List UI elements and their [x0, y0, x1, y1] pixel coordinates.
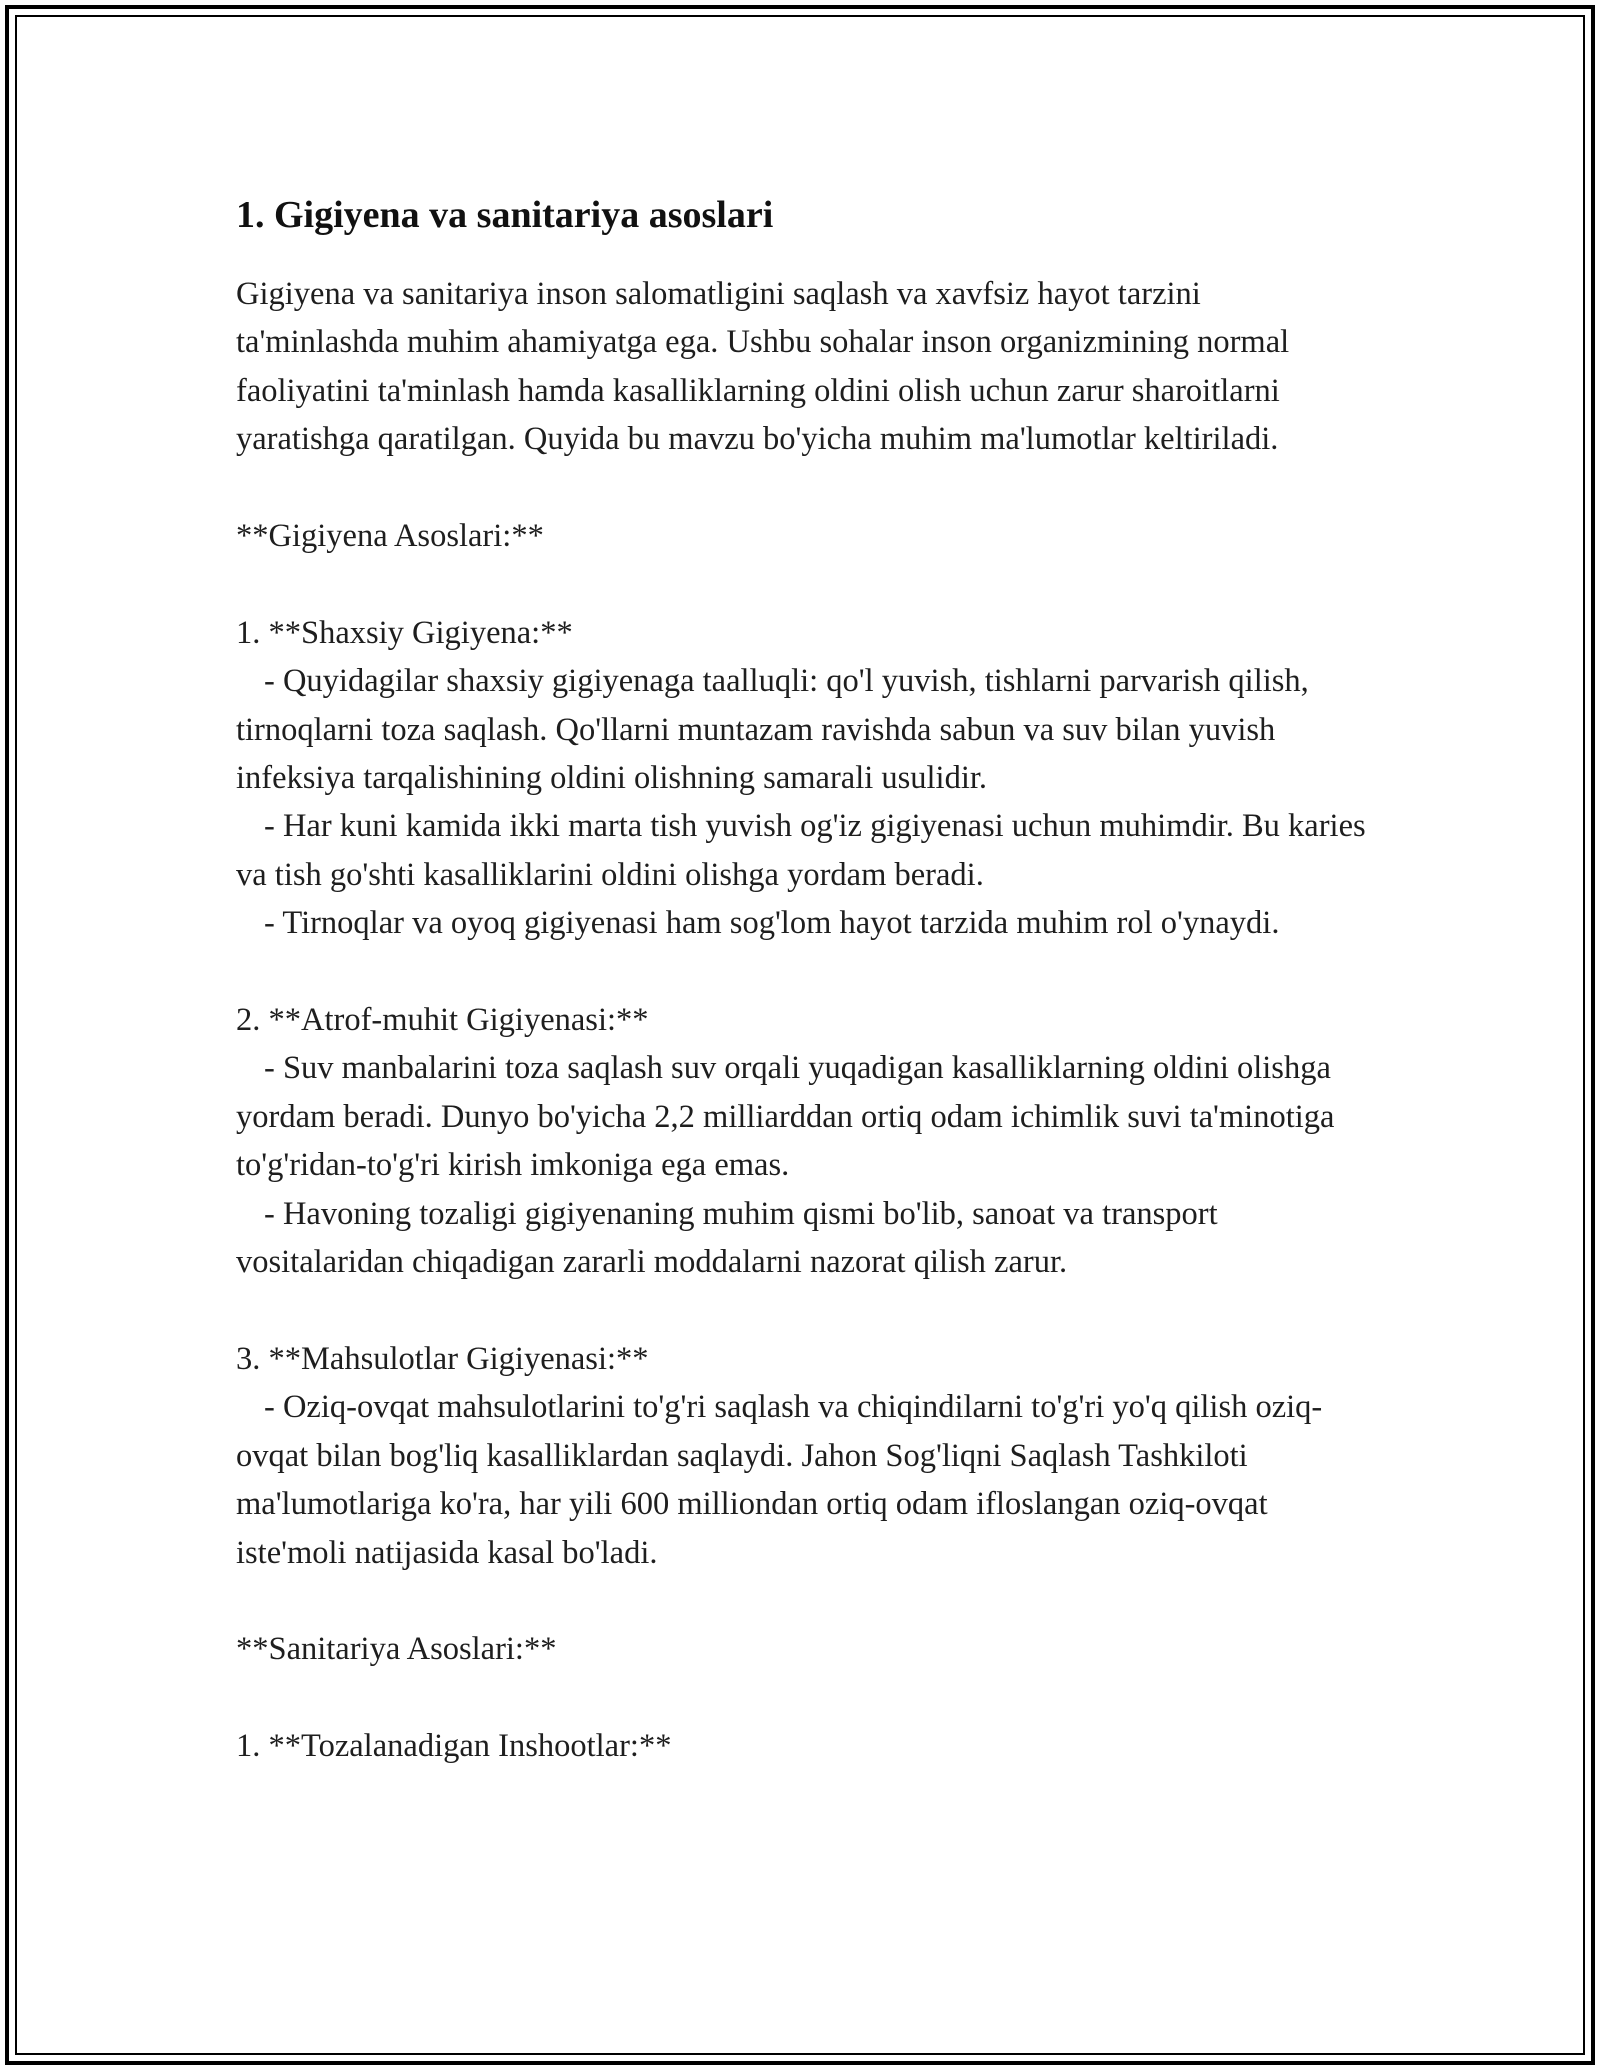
environment-hygiene-heading: 2. **Atrof-muhit Gigiyenasi:**	[236, 1002, 649, 1039]
list-item-text: - Oziq-ovqat mahsulotlarini to'g'ri saqlash va chiqindilarni to'g'ri yo'q qilish oziq-ovqat bilan bog'liq kasalliklardan saqlaydi. Jahon Sog'liqni Saqlash Tashkiloti ma'lumotlariga ko'ra, har yili 600 milliondan ortiq odam ifloslangan oziq-ovqat iste'moli natijasida kasal bo'ladi.	[236, 1389, 1323, 1571]
document-body	[236, 186, 1366, 1771]
spacer	[236, 560, 1366, 608]
spacer	[236, 1286, 1366, 1334]
product-hygiene-heading: 3. **Mahsulotlar Gigiyenasi:**	[236, 1340, 649, 1377]
spacer	[236, 464, 1366, 512]
hygiene-section-heading: **Gigiyena Asoslari:**	[236, 518, 544, 555]
list-item	[236, 1044, 1366, 1189]
document-title: 1. Gigiyena va sanitariya asoslari	[236, 194, 774, 236]
list-item	[236, 1190, 1366, 1287]
list-item	[236, 802, 1366, 899]
spacer	[236, 1674, 1366, 1722]
intro-paragraph: Gigiyena va sanitariya inson salomatligini saqlash va xavfsiz hayot tarzini ta'minlashda muhim ahamiyatga ega. Ushbu sohalar inson organizmining normal faoliyatini ta'minlash hamda kasalliklarning oldini olish uchun zarur sharoitlarni yaratishga qaratilgan. Quyida bu mavzu bo'yicha muhim ma'lumotlar keltiriladi.	[236, 276, 1290, 458]
spacer	[236, 948, 1366, 996]
facilities-heading: 1. **Tozalanadigan Inshootlar:**	[236, 1728, 672, 1765]
list-item-text: - Quyidagilar shaxsiy gigiyenaga taalluqli: qo'l yuvish, tishlarni parvarish qilish, tirnoqlarni toza saqlash. Qo'llarni muntazam ravishda sabun va suv bilan yuvish infeksiya tarqalishining oldini olishning samarali usulidir.	[236, 663, 1309, 797]
sanitation-section-heading: **Sanitariya Asoslari:**	[236, 1631, 557, 1668]
list-item	[236, 657, 1366, 802]
spacer	[236, 1577, 1366, 1625]
list-item-text: - Havoning tozaligi gigiyenaning muhim qismi bo'lib, sanoat va transport vositalaridan chiqadigan zararli moddalarni nazorat qilish zarur.	[236, 1195, 1218, 1281]
list-item-text: - Har kuni kamida ikki marta tish yuvish og'iz gigiyenasi uchun muhimdir. Bu karies va tish go'shti kasalliklarini oldini olishga yordam beradi.	[236, 808, 1366, 893]
personal-hygiene-heading: 1. **Shaxsiy Gigiyena:**	[236, 614, 573, 651]
list-item-text: - Suv manbalarini toza saqlash suv orqali yuqadigan kasalliklarning oldini olishga yordam beradi. Dunyo bo'yicha 2,2 milliarddan ortiq odam ichimlik suvi ta'minotiga to'g'ridan-to'g'ri kirish imkoniga ega emas.	[236, 1050, 1335, 1184]
list-item-text: - Tirnoqlar va oyoq gigiyenasi ham sog'lom hayot tarzida muhim rol o'ynaydi.	[264, 905, 1280, 942]
list-item	[236, 899, 1366, 947]
list-item	[236, 1383, 1366, 1577]
